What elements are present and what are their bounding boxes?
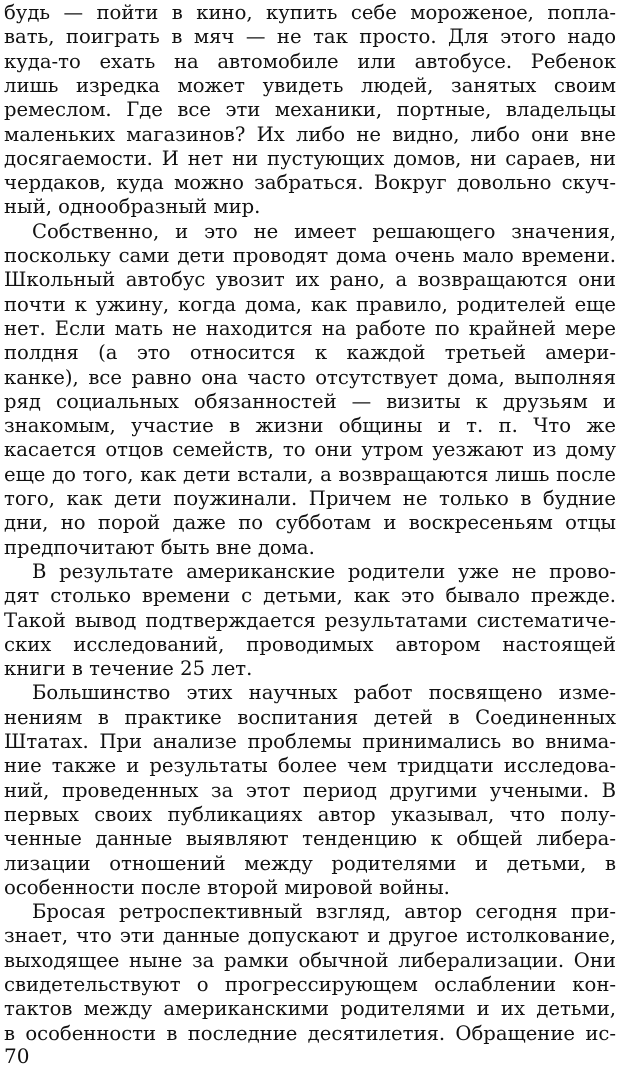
text-line: первых своих публикациях автор указывал, что полу- <box>4 802 616 826</box>
text-line: будь — пойти в кино, купить себе мороженое, попла- <box>4 1 616 24</box>
text-line: полдня (а это относится к каждой третьей амери- <box>4 341 616 365</box>
text-line: ченные данные выявляют тенденцию к общей либера- <box>4 827 616 851</box>
text-line: ремеслом. Где все эти механики, портные, владельцы <box>4 98 616 122</box>
paragraph-start-line: В результате американские родители уже не прово- <box>32 559 616 583</box>
text-line: Школьный автобус увозит их рано, а возвращаются они <box>4 268 616 292</box>
text-line: ний, проведенных за этот период другими учеными. В <box>4 778 616 802</box>
text-line: особенности после второй мировой войны. <box>4 875 450 899</box>
text-line: книги в течение 25 лет. <box>4 657 253 681</box>
text-line: свидетельствуют о прогрессирующем ослаблении кон- <box>4 973 616 996</box>
text-line: поскольку сами дети проводят дома очень мало времени. <box>4 244 616 267</box>
paragraph-start-line: Собственно, и это не имеет решающего значения, <box>32 219 616 243</box>
text-line: Штатах. При анализе проблемы принимались во внима- <box>4 730 616 753</box>
text-line: вать, поиграть в мяч — не так просто. Для этого надо <box>4 25 616 49</box>
text-line: знает, что эти данные допускают и другое истолкование, <box>4 924 616 948</box>
text-line: знакомым, участие в жизни общины и т. п. Что же <box>4 414 616 438</box>
text-line: лизации отношений между родителями и детьми, в <box>4 851 616 875</box>
text-line: ние также и результаты более чем тридцати исследова- <box>4 754 616 778</box>
text-line: нениям в практике воспитания детей в Соединенных <box>4 705 616 729</box>
text-line: почти к ужину, когда дома, как правило, родителей еще <box>4 292 616 316</box>
text-line: дят столько времени с детьми, как это бывало прежде. <box>4 584 616 608</box>
paragraph-start-line: Бросая ретроспективный взгляд, автор сегодня при- <box>32 900 616 924</box>
text-line: нет. Если мать не находится на работе по крайней мере <box>4 316 616 340</box>
text-line: ряд социальных обязанностей — визиты к друзьям и <box>4 389 616 413</box>
text-line: маленьких магазинов? Их либо не видно, либо они вне <box>4 122 616 146</box>
text-line: выходящее ныне за рамки обычной либерализации. Они <box>4 948 616 972</box>
text-line: ный, однообразный мир. <box>4 195 261 219</box>
text-line: того, как дети поужинали. Причем не только в будние <box>4 487 616 510</box>
paragraph-start-line: Большинство этих научных работ посвящено изме- <box>32 681 616 705</box>
text-line: дни, но порой даже по субботам и воскресеньям отцы <box>4 511 616 535</box>
text-line: предпочитают быть вне дома. <box>4 535 315 559</box>
text-line: Такой вывод подтверждается результатами систематиче- <box>4 608 616 632</box>
text-line: в особенности в последние десятилетия. Обращение ис- <box>4 1021 616 1045</box>
book-page <box>4 0 616 1070</box>
text-line: канке), все равно она часто отсутствует дома, выполняя <box>4 365 616 389</box>
text-line: еще до того, как дети встали, а возвращаются лишь после <box>4 462 616 486</box>
text-line: куда-то ехать на автомобиле или автобусе. Ребенок <box>4 49 616 73</box>
text-line: касается отцов семейств, то они утром уезжают из дому <box>4 438 616 462</box>
text-line: ских исследований, проводимых автором настоящей <box>4 632 616 656</box>
text-line: чердаков, куда можно забраться. Вокруг довольно скуч- <box>4 171 616 195</box>
text-line: лишь изредка может увидеть людей, занятых своим <box>4 73 616 97</box>
text-line: досягаемости. И нет ни пустующих домов, ни сараев, ни <box>4 146 616 170</box>
page-number: 70 <box>4 1044 30 1068</box>
text-line: тактов между американскими родителями и их детьми, <box>4 997 616 1021</box>
